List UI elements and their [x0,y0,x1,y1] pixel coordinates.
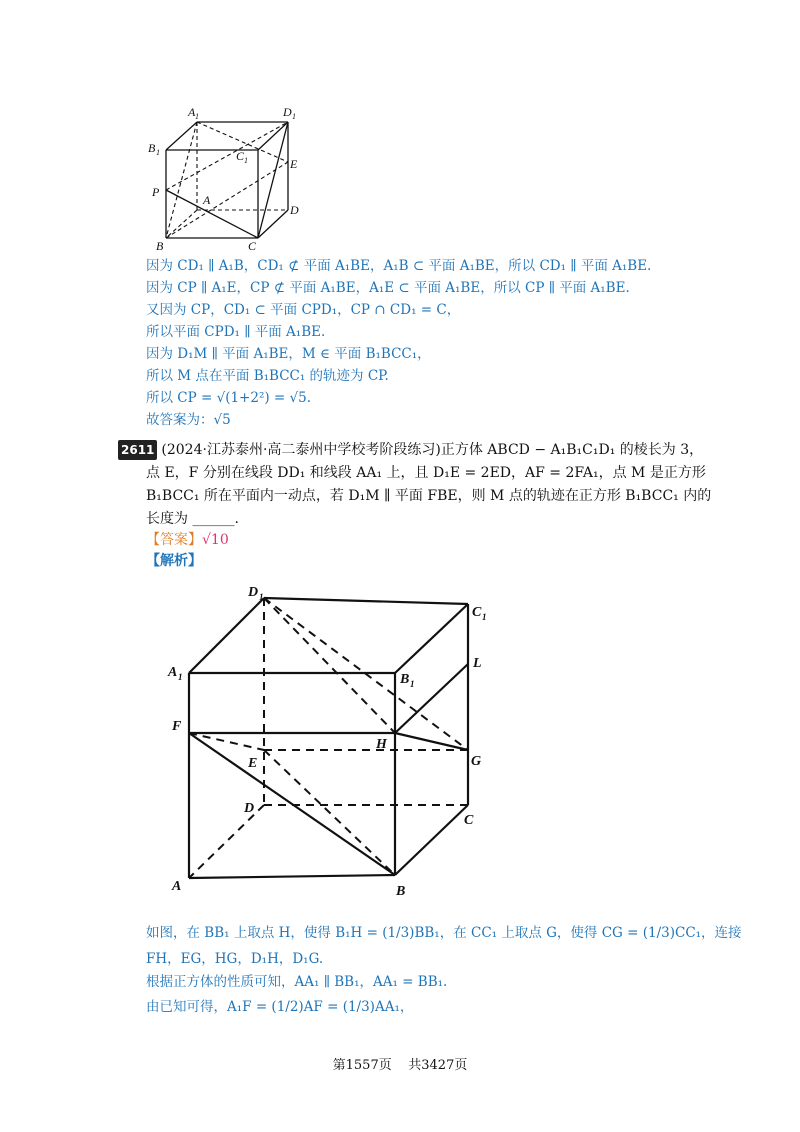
solution1-line-1: 因为 CD₁ ∥ A₁B，CD₁ ⊄ 平面 A₁BE，A₁B ⊂ 平面 A₁BE，所以 CD₁ ∥ 平面 A₁BE. [146,258,652,274]
figure-cube-2 [160,580,500,900]
problem-text-3: B₁BCC₁ 所在平面内一动点，若 D₁M ∥ 平面 FBE，则 M 点的轨迹在正方形 B₁BCC₁ 内的 [146,488,712,504]
solution1-line-4: 所以平面 CPD₁ ∥ 平面 A₁BE. [146,324,326,340]
analysis-label: 【解析】 [146,553,202,569]
problem-number-badge: 2611 [118,440,157,460]
label-B1: B [148,141,156,155]
solution1-line-2: 因为 CP ∥ A₁E，CP ⊄ 平面 A₁BE，A₁E ⊂ 平面 A₁BE，所以 CP ∥ 平面 A₁BE. [146,280,630,296]
solution2-line-3: 根据正方体的性质可知，AA₁ ∥ BB₁，AA₁ = BB₁. [146,974,448,990]
label-P: P [152,185,160,199]
svg-text:1: 1 [292,112,296,121]
label-C1: C [236,149,245,163]
label2-D1: D [248,585,259,600]
label-A1: A [188,105,196,119]
page-number: 第1557页 [332,1058,392,1073]
solution1-line-8: 故答案为：√5 [146,412,231,428]
svg-text:1: 1 [195,112,199,121]
svg-text:1: 1 [410,679,415,689]
solution2-line-2: FH，EG，HG，D₁H，D₁G. [146,951,324,967]
label-B: B [156,239,164,253]
figure-cube-1 [140,100,320,255]
label2-A1: A [168,665,178,680]
answer-value: √10 [202,532,229,548]
svg-text:1: 1 [178,672,183,682]
page-total: 共3427页 [408,1058,468,1073]
svg-text:1: 1 [244,156,248,165]
solution1-line-5: 因为 D₁M ∥ 平面 A₁BE，M ∈ 平面 B₁BCC₁， [146,346,431,362]
label-D: D [290,203,299,217]
label-E: E [290,157,298,171]
label2-F: F [172,719,182,734]
answer-label: 【答案】 [146,532,202,548]
solution1-line-6: 所以 M 点在平面 B₁BCC₁ 的轨迹为 CP. [146,368,389,384]
label2-C: C [464,813,474,828]
svg-text:1: 1 [259,592,264,602]
label2-B: B [396,884,406,899]
problem-text-4: 长度为 ______. [146,511,239,527]
svg-text:1: 1 [482,612,487,622]
label-A: A [203,193,211,207]
solution2-line-4: 由已知可得，A₁F = (1/2)AF = (1/3)AA₁， [146,999,414,1015]
solution1-line-7: 所以 CP = √(1+2²) = √5. [146,390,312,406]
problem-text-1: (2024·江苏泰州·高二泰州中学校考阶段练习)正方体 ABCD − A₁B₁C₁D₁ 的棱长为 3， [161,442,704,458]
page-footer [0,1054,800,1073]
label2-C1: C [472,605,482,620]
label2-D: D [244,801,255,816]
label-C: C [248,239,257,253]
problem-text-2: 点 E，F 分别在线段 DD₁ 和线段 AA₁ 上，且 D₁E = 2ED，AF = 2FA₁，点 M 是正方形 [146,465,706,481]
label2-H: H [376,737,387,752]
label2-L: L [473,656,482,671]
solution2-line-1: 如图，在 BB₁ 上取点 H，使得 B₁H = (1/3)BB₁，在 CC₁ 上取点 G，使得 CG = (1/3)CC₁，连接 [146,925,742,941]
label2-E: E [248,756,258,771]
label2-A: A [172,879,182,894]
answer-row [146,530,229,550]
solution1-line-3: 又因为 CP，CD₁ ⊂ 平面 CPD₁，CP ∩ CD₁ = C， [146,302,461,318]
problem-line-1 [118,440,703,460]
label-D1: D [283,105,292,119]
svg-text:1: 1 [156,148,160,157]
label2-B1: B [400,672,410,687]
label2-G: G [471,754,482,769]
